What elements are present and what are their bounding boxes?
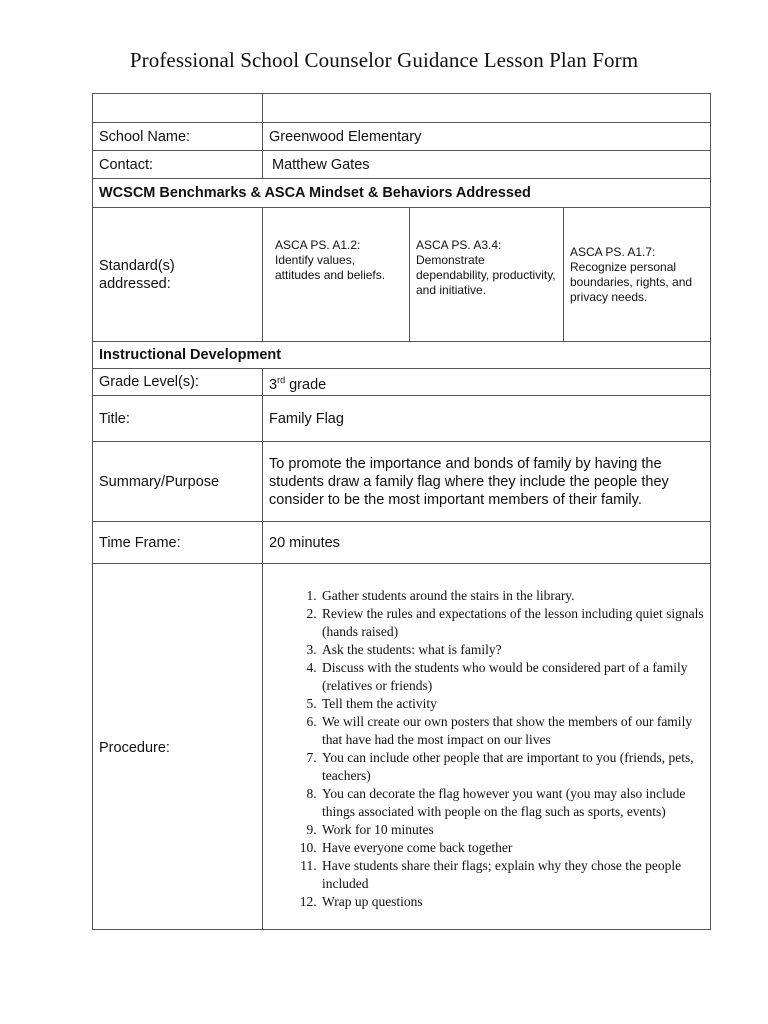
procedure-step: 2. Review the rules and expectations of the lesson including quiet signals (hands raised) bbox=[320, 605, 704, 641]
standards-cell bbox=[263, 208, 711, 342]
blank-cell bbox=[263, 94, 711, 123]
contact-row bbox=[93, 151, 711, 179]
lesson-plan-table bbox=[92, 93, 711, 930]
procedure-list bbox=[269, 587, 704, 911]
standard-code: ASCA PS. A3.4: bbox=[416, 238, 502, 252]
procedure-row bbox=[93, 564, 711, 930]
standards-row bbox=[93, 208, 711, 342]
procedure-step: 1. Gather students around the stairs in the library. bbox=[320, 587, 704, 605]
time-row bbox=[93, 522, 711, 564]
procedure-step: 5. Tell them the activity bbox=[320, 695, 704, 713]
contact-value: Matthew Gates bbox=[263, 151, 711, 179]
standard-c bbox=[564, 208, 704, 341]
grade-number: 3 bbox=[269, 376, 278, 393]
standard-text: Identify values, attitudes and beliefs. bbox=[275, 253, 386, 282]
procedure-step: 3. Ask the students: what is family? bbox=[320, 641, 704, 659]
benchmarks-heading-row bbox=[93, 179, 711, 208]
standard-code: ASCA PS. A1.7: bbox=[570, 245, 656, 259]
standard-text: Demonstrate dependability, productivity, and initiative. bbox=[416, 253, 556, 297]
blank-row bbox=[93, 94, 711, 123]
summary-label: Summary/Purpose bbox=[93, 442, 263, 522]
school-label: School Name: bbox=[93, 123, 263, 151]
title-label: Title: bbox=[93, 396, 263, 442]
grade-word: grade bbox=[285, 376, 327, 393]
title-value: Family Flag bbox=[263, 396, 711, 442]
standards-label bbox=[93, 208, 263, 342]
standards-label-line1: Standard(s) bbox=[99, 257, 175, 274]
contact-label: Contact: bbox=[93, 151, 263, 179]
grade-suffix: rd bbox=[277, 374, 286, 385]
procedure-step: 6. We will create our own posters that show the members of our family that have had the most impact on our lives bbox=[320, 713, 704, 749]
summary-value: To promote the importance and bonds of family by having the students draw a family flag where they include the people they consider to be the most important members of their family. bbox=[263, 442, 711, 522]
blank-cell bbox=[93, 94, 263, 123]
procedure-label: Procedure: bbox=[93, 564, 263, 930]
instructional-heading: Instructional Development bbox=[93, 342, 711, 369]
title-row bbox=[93, 396, 711, 442]
instructional-heading-row bbox=[93, 342, 711, 369]
benchmarks-heading: WCSCM Benchmarks & ASCA Mindset & Behaviors Addressed bbox=[93, 179, 711, 208]
grade-value bbox=[263, 369, 711, 396]
page-title: Professional School Counselor Guidance Lesson Plan Form bbox=[129, 48, 639, 72]
time-value: 20 minutes bbox=[263, 522, 711, 564]
grade-label: Grade Level(s): bbox=[93, 369, 263, 396]
procedure-step: 8. You can decorate the flag however you want (you may also include things associated with people on the flag such as sports, events) bbox=[320, 785, 704, 821]
standard-a bbox=[269, 208, 410, 341]
procedure-step: 9. Work for 10 minutes bbox=[320, 821, 704, 839]
school-row bbox=[93, 123, 711, 151]
procedure-step: 12. Wrap up questions bbox=[320, 893, 704, 911]
standard-code: ASCA PS. A1.2: bbox=[275, 238, 361, 252]
procedure-step: 10. Have everyone come back together bbox=[320, 839, 704, 857]
procedure-step: 4. Discuss with the students who would be considered part of a family (relatives or friends) bbox=[320, 659, 704, 695]
standards-label-line2: addressed: bbox=[99, 275, 171, 292]
standard-text: Recognize personal boundaries, rights, and privacy needs. bbox=[570, 260, 693, 304]
procedure-step: 7. You can include other people that are important to you (friends, pets, teachers) bbox=[320, 749, 704, 785]
time-label: Time Frame: bbox=[93, 522, 263, 564]
procedure-cell bbox=[263, 564, 711, 930]
standard-b bbox=[410, 208, 564, 341]
grade-row bbox=[93, 369, 711, 396]
summary-row bbox=[93, 442, 711, 522]
procedure-step: 11. Have students share their flags; explain why they chose the people included bbox=[320, 857, 704, 893]
school-value: Greenwood Elementary bbox=[263, 123, 711, 151]
